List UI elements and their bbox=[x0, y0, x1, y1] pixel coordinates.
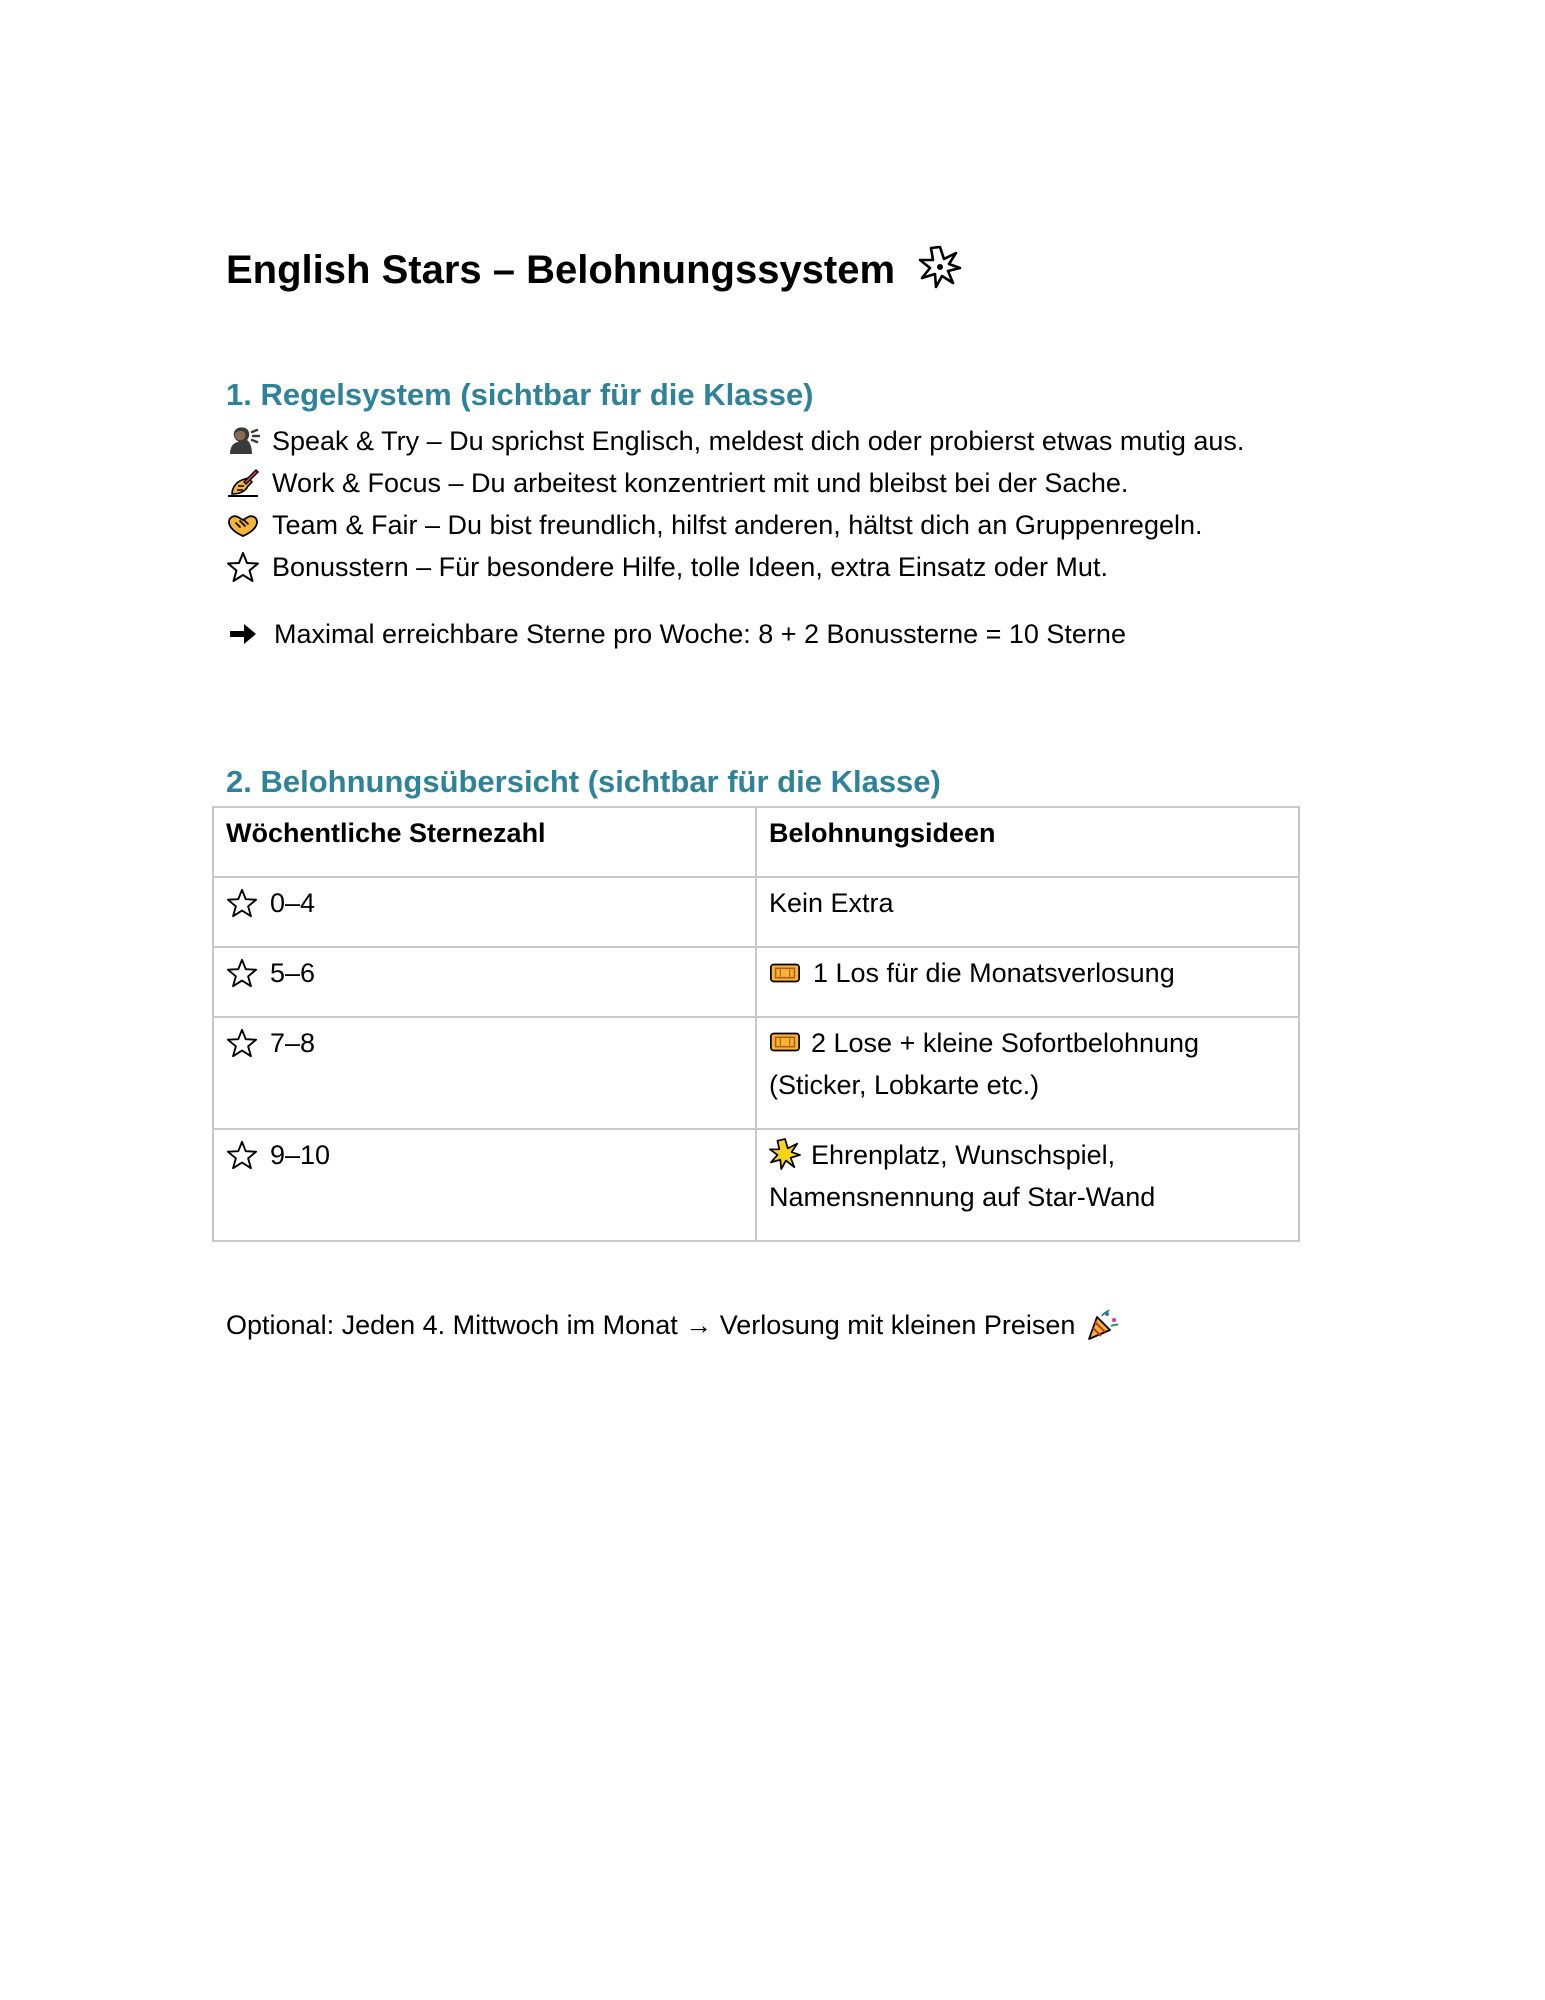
star-outline-icon bbox=[226, 887, 258, 919]
table-row bbox=[213, 877, 1299, 947]
reward-cell bbox=[756, 1129, 1299, 1241]
party-popper-icon bbox=[1085, 1308, 1119, 1342]
star-range-text: 9–10 bbox=[270, 1140, 331, 1170]
table-header-row bbox=[213, 807, 1299, 877]
star-outline-icon bbox=[226, 1139, 258, 1171]
reward-text: 1 Los für die Monatsverlosung bbox=[813, 958, 1175, 988]
reward-table bbox=[212, 806, 1300, 1242]
star-range-text: 0–4 bbox=[270, 888, 316, 918]
star-range-text: 5–6 bbox=[270, 958, 316, 988]
ticket-icon bbox=[769, 1026, 801, 1058]
rule-text: Speak & Try – Du sprichst Englisch, meldest dich oder probierst etwas mutig aus. bbox=[272, 426, 1245, 456]
section-heading-rules: 1. Regelsystem (sichtbar für die Klasse) bbox=[226, 377, 814, 412]
star-outline-icon bbox=[226, 957, 258, 989]
writing-hand-icon bbox=[226, 466, 260, 500]
table-row bbox=[213, 1129, 1299, 1241]
document-title bbox=[226, 240, 962, 300]
reward-text: Kein Extra bbox=[769, 888, 894, 918]
reward-cell bbox=[756, 1017, 1299, 1129]
star-range-text: 7–8 bbox=[270, 1028, 316, 1058]
star-outline-icon bbox=[226, 550, 260, 584]
table-row bbox=[213, 1017, 1299, 1129]
ticket-icon bbox=[769, 957, 801, 989]
max-stars-text: Maximal erreichbare Sterne pro Woche: 8 + 2 Bonussterne = 10 Sterne bbox=[274, 619, 1126, 649]
footer-text: Optional: Jeden 4. Mittwoch im Monat → Verlosung mit kleinen Preisen bbox=[226, 1310, 1076, 1340]
table-row bbox=[213, 947, 1299, 1017]
star-range-cell bbox=[213, 1017, 756, 1129]
reward-cell bbox=[756, 947, 1299, 1017]
rule-text: Work & Focus – Du arbeitest konzentriert mit und bleibst bei der Sache. bbox=[272, 468, 1129, 498]
reward-cell bbox=[756, 877, 1299, 947]
column-header-reward-ideas: Belohnungsideen bbox=[756, 807, 1299, 877]
star-outline-icon bbox=[226, 1027, 258, 1059]
speaking-head-icon bbox=[226, 424, 260, 458]
document-title-text: English Stars – Belohnungssystem bbox=[226, 248, 896, 292]
rule-text: Team & Fair – Du bist freundlich, hilfst anderen, hältst dich an Gruppenregeln. bbox=[272, 510, 1203, 540]
section-heading-rewards: 2. Belohnungsübersicht (sichtbar für die Klasse) bbox=[226, 764, 941, 799]
rule-item-speak-try bbox=[226, 421, 1244, 461]
arrow-right-icon bbox=[226, 617, 260, 651]
sparkle-icon bbox=[769, 1138, 801, 1170]
rule-item-bonus-star bbox=[226, 547, 1108, 587]
rule-item-work-focus bbox=[226, 463, 1128, 503]
star-range-cell bbox=[213, 877, 756, 947]
reward-text: Ehrenplatz, Wunschspiel, Namensnennung auf Star-Wand bbox=[769, 1140, 1156, 1212]
rule-item-team-fair bbox=[226, 505, 1203, 545]
footer-note bbox=[226, 1305, 1119, 1345]
max-stars-line bbox=[226, 614, 1126, 654]
reward-text: 2 Lose + kleine Sofortbelohnung (Sticker, Lobkarte etc.) bbox=[769, 1028, 1200, 1100]
rule-text: Bonusstern – Für besondere Hilfe, tolle Ideen, extra Einsatz oder Mut. bbox=[272, 552, 1108, 582]
sparkle-burst-icon bbox=[918, 245, 962, 289]
star-range-cell bbox=[213, 1129, 756, 1241]
star-range-cell bbox=[213, 947, 756, 1017]
column-header-star-count: Wöchentliche Sternezahl bbox=[213, 807, 756, 877]
handshake-icon bbox=[226, 508, 260, 542]
